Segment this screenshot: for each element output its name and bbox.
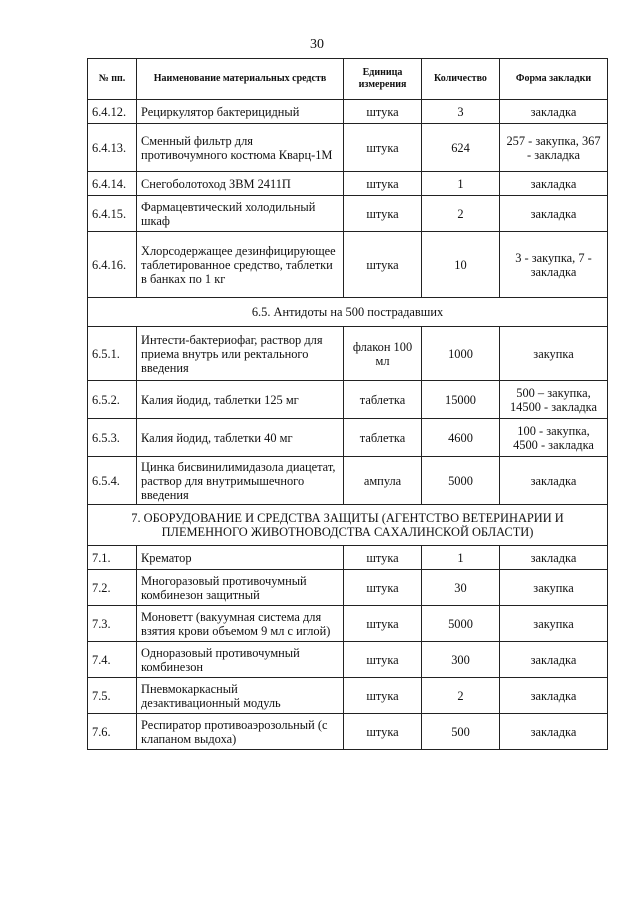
row-number: 6.4.14. [88, 172, 137, 196]
table-row [88, 196, 608, 232]
row-form: закладка [500, 172, 608, 196]
row-number: 6.4.12. [88, 100, 137, 124]
row-number: 6.4.16. [88, 232, 137, 298]
row-form: 257 - закупка, 367 - закладка [500, 124, 608, 172]
row-name: Интести-бактериофаг, раствор для приема внутрь или ректального введения [137, 327, 344, 381]
row-name: Калия йодид, таблетки 40 мг [137, 419, 344, 457]
row-form: 500 – закупка, 14500 - закладка [500, 381, 608, 419]
header-num: № пп. [88, 59, 137, 100]
row-number: 6.4.13. [88, 124, 137, 172]
row-number: 7.6. [88, 714, 137, 750]
row-quantity: 624 [422, 124, 500, 172]
header-name: Наименование материальных средств [137, 59, 344, 100]
row-unit: таблетка [344, 381, 422, 419]
row-form: закупка [500, 606, 608, 642]
table-row [88, 714, 608, 750]
table-row [88, 419, 608, 457]
row-number: 7.1. [88, 546, 137, 570]
row-quantity: 1000 [422, 327, 500, 381]
row-unit: штука [344, 570, 422, 606]
row-quantity: 10 [422, 232, 500, 298]
rows-group-7 [88, 546, 608, 750]
row-form: 3 - закупка, 7 - закладка [500, 232, 608, 298]
table-row [88, 327, 608, 381]
row-name: Калия йодид, таблетки 125 мг [137, 381, 344, 419]
header-form: Форма закладки [500, 59, 608, 100]
row-unit: флакон 100 мл [344, 327, 422, 381]
row-name: Одноразовый противочумный комбинезон [137, 642, 344, 678]
row-unit: штука [344, 546, 422, 570]
row-unit: штука [344, 172, 422, 196]
row-name: Многоразовый противочумный комбинезон защитный [137, 570, 344, 606]
row-form: закладка [500, 546, 608, 570]
row-quantity: 500 [422, 714, 500, 750]
table-row [88, 457, 608, 505]
row-quantity: 5000 [422, 606, 500, 642]
row-number: 6.4.15. [88, 196, 137, 232]
row-quantity: 3 [422, 100, 500, 124]
row-unit: штука [344, 196, 422, 232]
rows-group-6-4 [88, 100, 608, 298]
table-row [88, 546, 608, 570]
row-name: Крематор [137, 546, 344, 570]
row-name: Респиратор противоаэрозольный (с клапаном выдоха) [137, 714, 344, 750]
header-qty: Количество [422, 59, 500, 100]
row-quantity: 1 [422, 172, 500, 196]
row-unit: штука [344, 124, 422, 172]
table-row [88, 381, 608, 419]
row-number: 7.3. [88, 606, 137, 642]
row-number: 7.2. [88, 570, 137, 606]
row-quantity: 300 [422, 642, 500, 678]
row-quantity: 15000 [422, 381, 500, 419]
row-form: закладка [500, 678, 608, 714]
row-form: закладка [500, 642, 608, 678]
row-number: 6.5.4. [88, 457, 137, 505]
section-title-7: 7. ОБОРУДОВАНИЕ И СРЕДСТВА ЗАЩИТЫ (АГЕНТСТВО ВЕТЕРИНАРИИ И ПЛЕМЕННОГО ЖИВОТНОВОДСТВА САХАЛИНСКОЙ ОБЛАСТИ) [88, 505, 608, 546]
table-row [88, 570, 608, 606]
table-row [88, 642, 608, 678]
row-unit: штука [344, 100, 422, 124]
row-number: 7.5. [88, 678, 137, 714]
row-name: Пневмокаркасный дезактивационный модуль [137, 678, 344, 714]
row-unit: штука [344, 232, 422, 298]
row-quantity: 2 [422, 678, 500, 714]
table-header-row [88, 59, 608, 100]
row-unit: штука [344, 606, 422, 642]
row-quantity: 2 [422, 196, 500, 232]
row-unit: ампула [344, 457, 422, 505]
row-form: 100 - закупка, 4500 - закладка [500, 419, 608, 457]
row-quantity: 5000 [422, 457, 500, 505]
row-name: Цинка бисвинилимидазола диацетат, раствор для внутримышечного введения [137, 457, 344, 505]
section-row [88, 298, 608, 327]
row-name: Рециркулятор бактерицидный [137, 100, 344, 124]
row-quantity: 4600 [422, 419, 500, 457]
row-form: закладка [500, 196, 608, 232]
row-number: 6.5.3. [88, 419, 137, 457]
table-row [88, 124, 608, 172]
row-quantity: 1 [422, 546, 500, 570]
row-name: Хлорсодержащее дезинфицирующее таблетированное средство, таблетки в банках по 1 кг [137, 232, 344, 298]
row-unit: штука [344, 642, 422, 678]
table-row [88, 606, 608, 642]
table-row [88, 100, 608, 124]
materials-table [87, 58, 608, 750]
row-number: 7.4. [88, 642, 137, 678]
row-form: закладка [500, 457, 608, 505]
row-number: 6.5.1. [88, 327, 137, 381]
section-title-6-5: 6.5. Антидоты на 500 пострадавших [88, 298, 608, 327]
row-name: Снегоболотоход ЗВМ 2411П [137, 172, 344, 196]
table-row [88, 172, 608, 196]
table-row [88, 678, 608, 714]
page-number: 30 [310, 37, 324, 52]
row-quantity: 30 [422, 570, 500, 606]
header-unit: Единица измерения [344, 59, 422, 100]
row-number: 6.5.2. [88, 381, 137, 419]
row-unit: штука [344, 714, 422, 750]
rows-group-6-5 [88, 327, 608, 505]
section-row [88, 505, 608, 546]
row-unit: таблетка [344, 419, 422, 457]
table-row [88, 232, 608, 298]
row-form: закупка [500, 327, 608, 381]
row-form: закладка [500, 100, 608, 124]
row-name: Сменный фильтр для противочумного костюма Кварц-1М [137, 124, 344, 172]
row-name: Фармацевтический холодильный шкаф [137, 196, 344, 232]
row-form: закладка [500, 714, 608, 750]
row-name: Моноветт (вакуумная система для взятия крови объемом 9 мл с иглой) [137, 606, 344, 642]
row-form: закупка [500, 570, 608, 606]
row-unit: штука [344, 678, 422, 714]
